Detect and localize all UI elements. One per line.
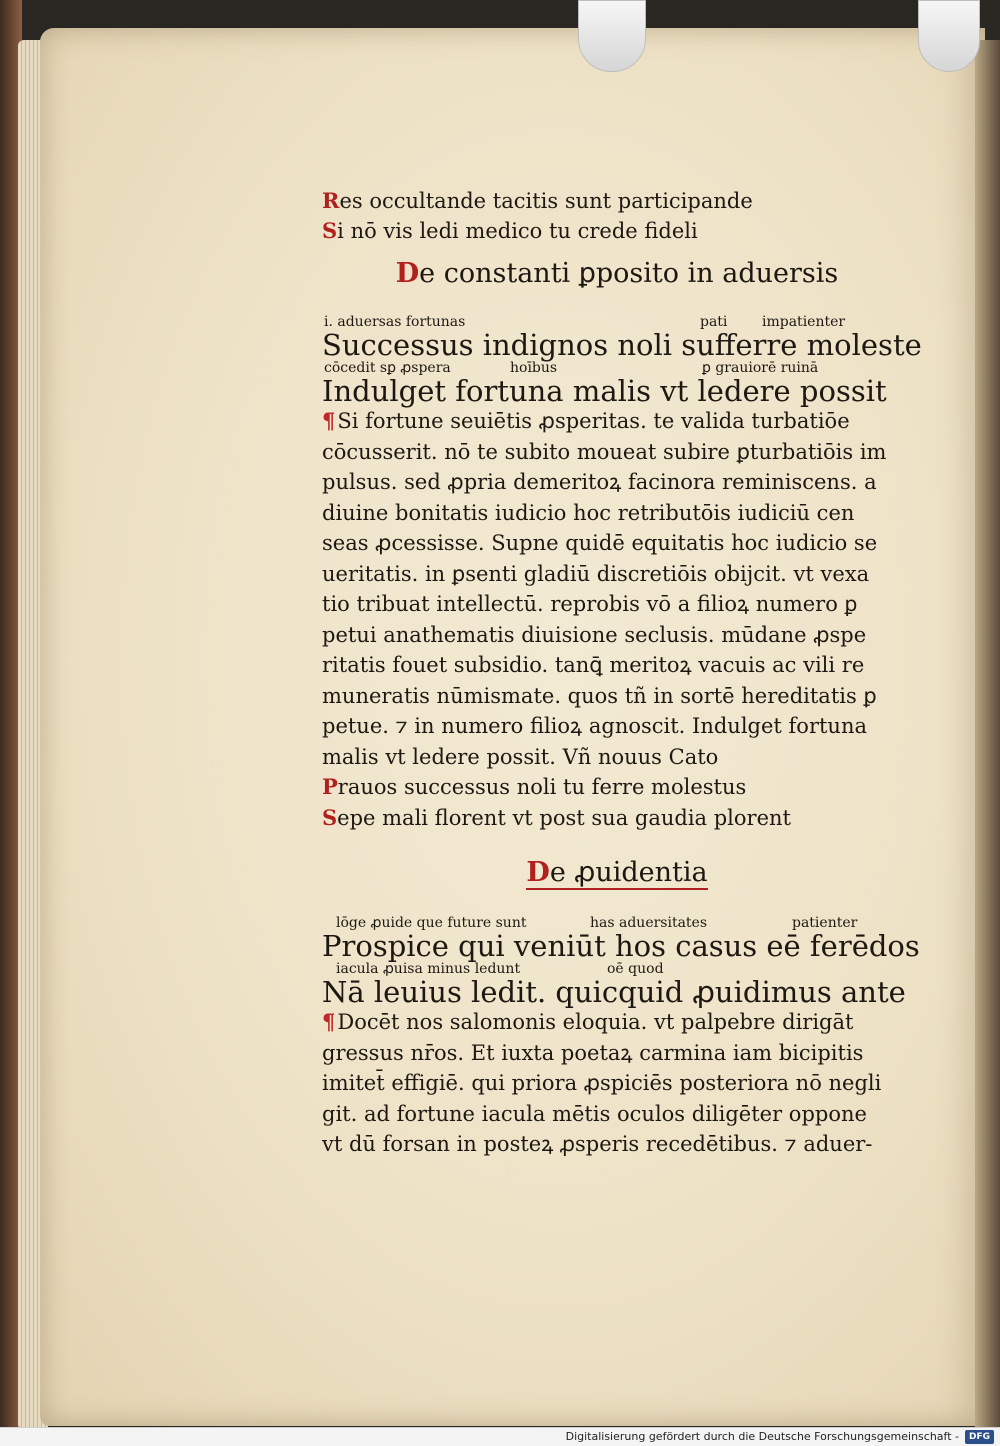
- page-clip: [578, 0, 646, 72]
- commentary-line: petue. ⁊ in numero filioꝝ agnoscit. Indulget fortuna: [322, 714, 867, 738]
- verse-line: Prospice qui veniūt hos casus eē ferēdos: [322, 929, 920, 963]
- page-gutter: [975, 40, 1000, 1430]
- interlinear-gloss: lōge ꝓuide que future sunt has aduersitates patienter: [336, 915, 858, 931]
- commentary-line: cōcusserit. nō te subito moueat subire ꝑturbatiōis im: [322, 439, 887, 464]
- dfg-logo[interactable]: DFG: [965, 1430, 994, 1444]
- paragraph-mark-icon: ¶: [322, 408, 336, 433]
- commentary-line: tio tribuat intellectū. reprobis vō a filioꝝ numero ꝑ: [322, 592, 858, 616]
- interlinear-gloss: iacula ꝓuisa minus ledunt oē quod: [336, 961, 664, 977]
- verse-line: Indulget fortuna malis vt ledere possit: [322, 374, 887, 408]
- commentary-line: ritatis fouet subsidio. tanꝗ̄ meritoꝝ vacuis ac vili re: [322, 653, 865, 677]
- verse-line: Res occultande tacitis sunt participande: [322, 188, 753, 213]
- section-heading: De ꝓuidentia: [526, 857, 708, 888]
- commentary-line: gressus nr̄os. Et iuxta poetaꝝ carmina iam bicipitis: [322, 1040, 864, 1065]
- commentary-line: git. ad fortune iacula mētis oculos diligēter oppone: [322, 1101, 867, 1126]
- verse-line: Nā leuius ledit. quicquid ꝓuidimus ante: [322, 975, 906, 1009]
- page-text: [322, 186, 922, 1160]
- footer-credit: Digitalisierung gefördert durch die Deutsche Forschungsgemeinschaft -: [565, 1430, 959, 1443]
- footer-bar: [0, 1427, 1000, 1446]
- commentary-line: ¶Si fortune seuiētis ꝓsperitas. te valida turbatiōe: [322, 408, 850, 433]
- commentary-line: vt dū forsan in posteꝝ ꝓsperis recedētibus. ⁊ aduer-: [322, 1132, 873, 1156]
- commentary-line: muneratis nūmismate. quos tñ in sortē hereditatis ꝑ: [322, 683, 877, 708]
- commentary-line: ¶Docēt nos salomonis eloquia. vt palpebre dirigāt: [322, 1009, 854, 1034]
- verse-line: Sepe mali florent vt post sua gaudia plorent: [322, 804, 791, 830]
- commentary-line: malis vt ledere possit. Vñ nouus Cato: [322, 744, 719, 769]
- verse-line: Prauos successus noli tu ferre molestus: [322, 774, 747, 799]
- verse-line: Successus indignos noli sufferre moleste: [322, 328, 922, 362]
- verse-line: Si nō vis ledi medico tu crede fideli: [322, 218, 698, 243]
- commentary-line: imitet̄ effigiē. qui priora ꝓspiciēs posteriora nō negli: [322, 1071, 882, 1095]
- commentary-line: ueritatis. in ꝑsenti gladiū discretiōis obijcit. vt vexa: [322, 561, 870, 586]
- commentary-line: pulsus. sed ꝓpria demeritoꝝ facinora reminiscens. a: [322, 470, 877, 494]
- commentary-line: petui anathematis diuisione seclusis. mūdane ꝓspe: [322, 622, 867, 647]
- interlinear-gloss: cōcedit sꝑ ꝓspera hoībus ꝑ grauiorē ruinā: [324, 360, 819, 376]
- interlinear-gloss: i. aduersas fortunas pati impatienter: [324, 314, 846, 330]
- paragraph-mark-icon: ¶: [322, 1009, 336, 1034]
- section-heading: De constanti ꝑposito in aduersis: [395, 258, 839, 289]
- commentary-line: diuine bonitatis iudicio hoc retributōis iudiciū cen: [322, 500, 855, 525]
- page-clip: [918, 0, 980, 72]
- commentary-line: seas ꝓcessisse. Supne quidē equitatis hoc iudicio se: [322, 531, 878, 555]
